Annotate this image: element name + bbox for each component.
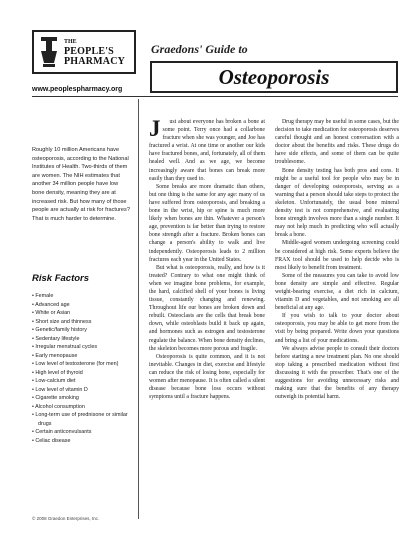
risk-factor-item: • Short size and thinness	[32, 318, 134, 327]
risk-factor-item: • Long-term use of prednisone or similar drugs	[32, 411, 134, 428]
body-paragraph: If you wish to talk to your doctor about osteoporosis, you may be able to get more from the visit by being prepared. Write down your questions and bring a list of your medications.	[275, 313, 399, 344]
risk-factor-item: • Low level of vitamin D	[32, 386, 134, 395]
sidebar-intro: Roughly 10 million Americans have osteoporosis, according to the National Institutes of Health. Two-thirds of them are women. The NIH estimates that another 34 million people have low bone density, meaning they are at increased risk. But how many of those people are actually at risk for fractures? That is much harder to determine.	[32, 147, 130, 222]
logo-line2: PHARMACY	[64, 56, 126, 67]
mortar-pestle-icon	[38, 33, 60, 71]
risk-factor-item: • Genetic/family history	[32, 326, 134, 335]
risk-factor-item: • Early menopause	[32, 352, 134, 361]
logo-line1: PEOPLE'S	[64, 46, 114, 57]
body-paragraph: Drug therapy may be useful in some cases, but the decision to take medication for osteoporosis deserves careful thought and an honest conversation with a doctor about the benefits and risks. These drugs do have side effects, and some of them can be quite troublesome.	[275, 119, 399, 166]
risk-factor-item: • Alcohol consumption	[32, 403, 134, 412]
website-url: www.peoplespharmacy.org	[32, 86, 123, 93]
logo-the: THE	[64, 39, 77, 45]
first-paragraph-rest: ust about everyone has broken a bone at some point. Terry once had a collarbone fracture when she was younger, and Joe has fractured a wrist. At one time or another our kids have fractured bones, and, fortunately, all of them healed well. And as we age, we become increasingly aware that bones can break more easily than they used to.	[149, 119, 265, 182]
copyright: © 2008 Graedon Enterprises, Inc.	[32, 516, 100, 521]
risk-factor-item: • Celiac disease	[32, 437, 134, 446]
risk-factor-item: • High level of thyroid	[32, 369, 134, 378]
risk-factor-item: • Female	[32, 292, 134, 301]
page-title: Osteoporosis	[218, 64, 330, 89]
body-column-2	[275, 118, 399, 401]
body-column-1	[149, 118, 265, 401]
guide-subtitle: Graedons' Guide to	[151, 42, 248, 56]
body-paragraph: Bone density testing has both pros and cons. It might be a useful tool for people who may be in danger of developing osteoporosis, serving as a warning that a person should take steps to protect the skeleton. Unfortunately, the usual bone mineral density test is not comprehensive, and evaluating bone strength involves more than a single number. It may not help much in predicting who will actually break a bone.	[275, 167, 399, 239]
logo-wordmark	[64, 37, 125, 67]
sidebar-divider	[138, 99, 139, 519]
body-paragraph: Some breaks are more dramatic than others, but one thing is the same for any age: many of us have suffered from osteoporosis, and breaking a bone in the wrist, hip or spine is much more likely when bones are thin. Whatever a person's age, prevention is far better than trying to restore bone strength after a fracture. Broken bones can change a person's ability to walk and live independently. Osteoporosis leads to 2 million fractures each year in the United States.	[149, 183, 265, 263]
risk-factor-item: • Low-calcium diet	[32, 377, 134, 386]
body-paragraph	[149, 118, 265, 183]
risk-factor-item: • Cigarette smoking	[32, 394, 134, 403]
risk-factor-item: • White or Asian	[32, 309, 134, 318]
risk-factor-item: • Sedentary lifestyle	[32, 335, 134, 344]
risk-factor-item: • Advanced age	[32, 301, 134, 310]
title-box	[150, 61, 398, 93]
body-paragraph: But what is osteoporosis, really, and how is it treated? Contrary to what one might think of when we imagine bone problems, for example, the hard, calcified shell of your bones is living tissue, constantly changing and renewing. Throughout life our bones are broken down and rebuilt. Osteoclasts are the cells that break bone down, while osteoblasts build it back up again, and hormones such as estrogen and testosterone regulate the balance. When bone density declines, the skeleton becomes more porous and fragile.	[149, 264, 265, 352]
body-paragraph: Some of the measures you can take to avoid low bone density are simple and effective. Regular weight-bearing exercise, a diet rich in calcium, vitamin D and vegetables, and not smoking are all beneficial at any age.	[275, 272, 399, 312]
header-divider	[32, 96, 398, 97]
drop-cap: J	[149, 116, 161, 141]
body-paragraph: Osteoporosis is quite common, and it is not inevitable. Changes in diet, exercise and lifestyle can reduce the risk of losing bone, especially for women after menopause. It is often called a silent disease because bone loss occurs without symptoms until a fracture happens.	[149, 353, 265, 401]
body-paragraph: We always advise people to consult their doctors before starting a new treatment plan. No one should stop taking a prescribed medication without first discussing it with the prescriber. That's one of the suggestions for avoiding unnecessary risks and making sure that the benefits of any therapy outweigh its potential harm.	[275, 345, 399, 401]
risk-factors-heading: Risk Factors	[32, 273, 90, 284]
body-paragraph: Middle-aged women undergoing screening could be considered at high risk. Some experts believe the FRAX tool should be used to help decide who is most likely to benefit from treatment.	[275, 240, 399, 271]
risk-factor-item: • Low level of testosterone (for men)	[32, 360, 134, 369]
peoples-pharmacy-logo	[32, 30, 136, 74]
risk-factor-item: • Irregular menstrual cycles	[32, 343, 134, 352]
risk-factors-list	[32, 292, 134, 445]
risk-factor-item: • Certain anticonvulsants	[32, 428, 134, 437]
